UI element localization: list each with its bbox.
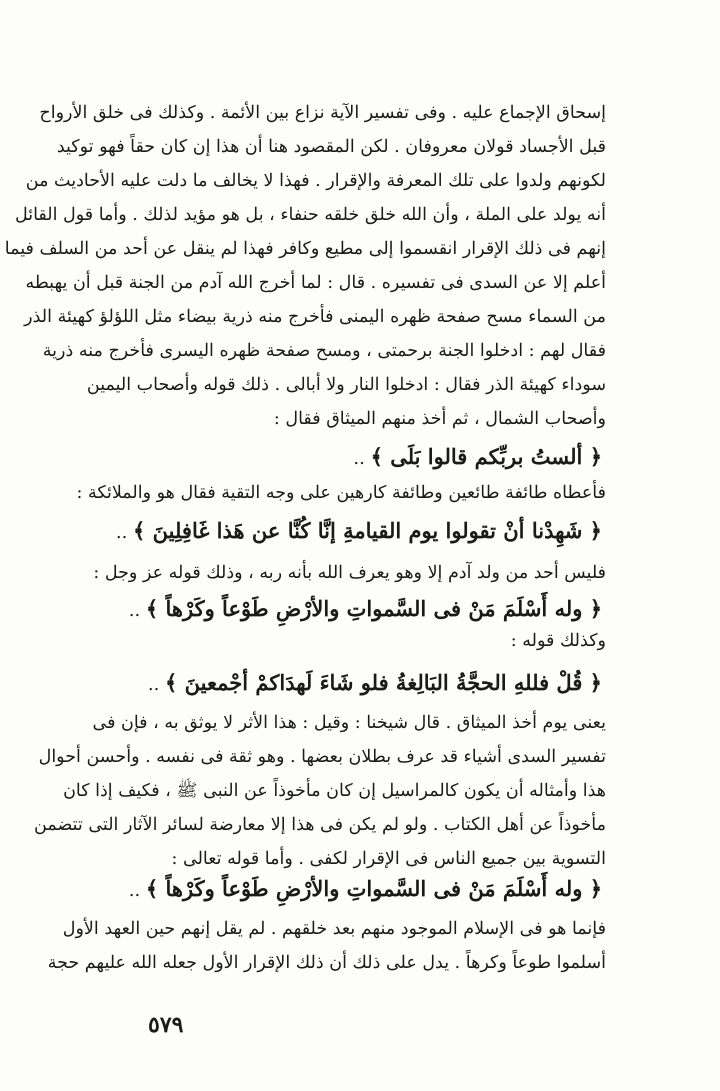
verse-line (116, 664, 606, 702)
text-line: هذا وأمثاله أن يكون كالمراسيل إن كان مأخوذاً عن النبى ﷺ ، فكيف إذا كان (63, 781, 606, 801)
text-line: تفسير السدى أشياء قد عرف بطلان بعضها . وهو ثقة فى نفسه . وأحسن أحوال (38, 747, 606, 767)
paragraph-3 (93, 556, 606, 590)
quran-verse-3 (116, 590, 606, 628)
text-line: وأصحاب الشمال ، ثم أخذ منهم الميثاق فقال : (273, 409, 606, 429)
paragraph-2 (76, 476, 606, 510)
text-line: أسلموا طوعاً وكرهاً . يدل على ذلك أن ذلك الإقرار الأول جعله الله عليهم حجة (47, 953, 606, 973)
verse-dots: .. (115, 522, 134, 543)
text-line: قبل الأجساد قولان معروفان . لكن المقصود هنا أن هذا إن كان حقاً فهو توكيد (56, 137, 606, 157)
verse-line (116, 512, 606, 550)
verse-dots: .. (128, 600, 146, 621)
text-line: أعلم إلا عن السدى فى تفسيره . قال : لما أخرج الله آدم من الجنة قبل أن يهبطه (25, 273, 606, 293)
paragraph-6 (47, 912, 606, 980)
page-number: ٥٧٩ (148, 1012, 184, 1038)
verse-text: ﴿ وله أَسْلَمَ مَنْ فى السَّمواتِ والأرْضِ طَوْعاً وكَرْهاً ﴾ (145, 876, 602, 901)
text-line: يعنى يوم أخذ الميثاق . قال شيخنا : وقيل : هذا الأثر لا يوثق به ، فإن فى (92, 713, 606, 733)
verse-dots: .. (353, 448, 371, 469)
text-line: إسحاق الإجماع عليه . وفى تفسير الآية نزاع بين الأئمة . وكذلك فى خلق الأرواح (39, 103, 606, 123)
quran-verse-1 (116, 438, 606, 476)
text-line: التسوية بين جميع الناس فى الإقرار لكفى . وأما قوله تعالى : (171, 849, 606, 869)
paragraph-5 (34, 706, 606, 876)
verse-text: ﴿ قُلْ فللهِ الحجَّةُ البَالِغةُ فلو شَاءَ لَهدَاكمْ أجْمعينَ ﴾ (165, 670, 602, 695)
verse-text: ﴿ شَهِدْنا أنْ تقولوا يوم القيامةِ إنَّا كُنَّا عن هَذا غَافِلِينَ ﴾ (133, 518, 602, 543)
text-line: فإنما هو فى الإسلام الموجود منهم بعد خلقهم . لم يقل إنهم حين العهد الأول (62, 919, 606, 939)
text-line: وكذلك قوله : (510, 631, 606, 651)
quran-verse-4 (116, 664, 606, 702)
verse-line (116, 870, 606, 908)
verse-text: ﴿ وله أَسْلَمَ مَنْ فى السَّمواتِ والأرْضِ طَوْعاً وكَرْهاً ﴾ (145, 596, 602, 621)
verse-line (116, 438, 606, 476)
text-line: من السماء مسح صفحة ظهره اليمنى فأخرج منه ذرية بيضاء مثل اللؤلؤ كهيئة الذر (24, 307, 606, 327)
text-line: سوداء كهيئة الذر فقال : ادخلوا النار ولا أبالى . ذلك قوله وأصحاب اليمين (86, 375, 606, 395)
paragraph-1 (4, 96, 606, 436)
text-line: فقال لهم : ادخلوا الجنة برحمتى ، ومسح صفحة ظهره اليسرى فأخرج منه ذرية (42, 341, 606, 361)
quran-verse-5 (116, 870, 606, 908)
quran-verse-2 (116, 512, 606, 550)
verse-dots: .. (128, 880, 146, 901)
paragraph-4 (116, 624, 606, 658)
text-line: لكونهم ولدوا على تلك المعرفة والإقرار . فهذا لا يخالف ما دلت عليه الأحاديث من (25, 171, 606, 191)
verse-line (116, 590, 606, 628)
verse-text: ﴿ ألستُ بربِّكم قالوا بَلَى ﴾ (370, 444, 602, 469)
text-line: فليس أحد من ولد آدم إلا وهو يعرف الله بأنه ربه ، وذلك قوله عز وجل : (93, 563, 606, 583)
text-line: إنهم فى ذلك الإقرار انقسموا إلى مطيع وكافر فهذا لم ينقل عن أحد من السلف فيما (4, 239, 606, 259)
text-line: أنه يولد على الملة ، وأن الله خلق خلقه حنفاء ، بل هو مؤيد لذلك . وأما قول القائل (14, 205, 606, 225)
verse-dots: .. (147, 674, 166, 695)
text-line: مأخوذاً عن أهل الكتاب . ولو لم يكن فى هذا إلا معارضة لسائر الآثار التى تتضمن (34, 815, 606, 835)
text-line: فأعطاه طائفة طائعين وطائفة كارهين على وجه التقية فقال هو والملائكة : (76, 483, 606, 503)
